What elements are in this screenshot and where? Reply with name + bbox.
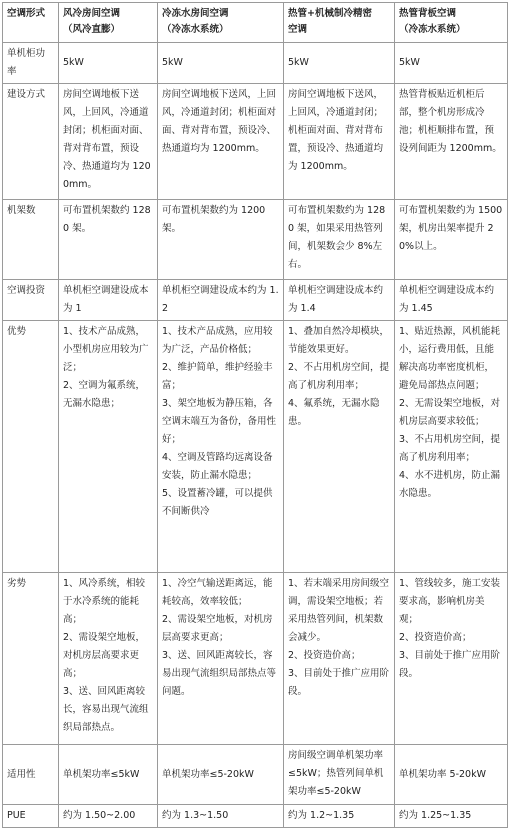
header-col-4-subtitle: （冷冻水系统） (399, 24, 466, 35)
list-item: 1、风冷系统，相较于水冷系统的能耗高； (63, 578, 146, 625)
table-cell: 房间空调地板下送风，上回风，冷通道封闭；机柜面对面、背对背布置，预设冷、热通道均为 1200mm。 (284, 84, 395, 200)
table-cell: 房间空调地板下送风，上回风，冷通道封闭；机柜面对面、背对背布置，预设冷、热通道均为 1200mm。 (59, 84, 158, 200)
table-row (3, 573, 508, 745)
header-col-3 (284, 3, 395, 43)
table-cell (59, 573, 158, 745)
header-col-3-title: 热管+机械制冷精密 (288, 8, 372, 19)
header-col-4 (395, 3, 508, 43)
table-cell (395, 321, 508, 573)
table-cell: 单机柜空调建设成本约为 1.2 (158, 280, 284, 321)
table-cell: 可布置机架数约为 1280 架，如果采用热管列间，机架数会少 8%左右。 (284, 200, 395, 280)
list-item: 2、投资造价高； (288, 650, 361, 661)
table-row (3, 43, 508, 84)
table-row (3, 745, 508, 805)
row-label: 劣势 (3, 573, 59, 745)
list-item: 3、不占用机房空间，提高了机房利用率； (399, 434, 501, 463)
list-item: 4、氟系统，无漏水隐患。 (288, 398, 380, 427)
table-cell: 单机柜空调建设成本约为 1.45 (395, 280, 508, 321)
table-cell: 约为 1.50~2.00 (59, 805, 158, 828)
list-item: 2、空调为氟系统，无漏水隐患； (63, 380, 146, 409)
list-item: 3、目前处于推广应用阶段。 (288, 668, 390, 697)
table-row (3, 200, 508, 280)
table-cell (395, 573, 508, 745)
list-item: 3、送、回风距离较长，容易出现气流组织局部热点。 (63, 686, 149, 733)
list-item: 1、冷空气输送距离远，能耗较高，效率较低； (162, 578, 273, 607)
table-row (3, 84, 508, 200)
header-label: 空调形式 (3, 3, 59, 43)
row-label: 单机柜功率 (3, 43, 59, 84)
table-cell (59, 321, 158, 573)
header-col-4-title: 热管背板空调 (399, 8, 457, 19)
list-item: 2、投资造价高； (399, 632, 472, 643)
list-item: 3、架空地板为静压箱，各空调末端互为备份，备用性好； (162, 398, 277, 445)
table-cell: 5kW (395, 43, 508, 84)
table-cell (158, 321, 284, 573)
row-label: 适用性 (3, 745, 59, 805)
row-label: 机架数 (3, 200, 59, 280)
table-cell (158, 573, 284, 745)
list-item: 1、若末端采用房间级空调，需设架空地板；若采用热管列间，机架数会减少。 (288, 578, 390, 643)
table-cell: 单机架功率≤5-20kW (158, 745, 284, 805)
header-row (3, 3, 508, 43)
list-item: 2、不占用机房空间，提高了机房利用率； (288, 362, 390, 391)
list-item: 4、空调及管路均远离设备安装，防止漏水隐患； (162, 452, 273, 481)
list-item: 2、维护简单，维护经验丰富； (162, 362, 273, 391)
table-cell: 单机柜空调建设成本约为 1.4 (284, 280, 395, 321)
list-item: 1、叠加自然冷却模块，节能效果更好。 (288, 326, 390, 355)
table-cell (284, 321, 395, 573)
list-item: 1、技术产品成熟，小型机房应用较为广泛； (63, 326, 149, 373)
table-cell: 房间空调地板下送风，上回风，冷通道封闭；机柜面对面、背对背布置，预设冷、热通道均为 1200mm。 (158, 84, 284, 200)
table-cell: 5kW (284, 43, 395, 84)
header-col-3-subtitle: 空调 (288, 24, 308, 35)
list-item: 2、需设架空地板，对机房层高要求更高； (162, 614, 273, 643)
header-col-1 (59, 3, 158, 43)
list-item: 1、管线较多，施工安装要求高，影响机房美观； (399, 578, 501, 625)
header-col-2 (158, 3, 284, 43)
row-label: PUE (3, 805, 59, 828)
list-item: 3、送、回风距离较长，容易出现气流组织局部热点等问题。 (162, 650, 277, 697)
header-col-2-title: 冷冻水房间空调 (162, 8, 229, 19)
list-item: 5、设置蓄冷罐，可以提供不间断供冷 (162, 488, 273, 517)
row-label: 空调投资 (3, 280, 59, 321)
list-item: 1、贴近热源，风机能耗小，运行费用低，且能解决高功率密度机柜，避免局部热点问题； (399, 326, 501, 391)
table-cell: 可布置机架数约 1280 架。 (59, 200, 158, 280)
header-col-1-subtitle: （风冷直膨） (63, 24, 121, 35)
list-item: 2、无需设架空地板，对机房层高要求较低； (399, 398, 501, 427)
table-row (3, 321, 508, 573)
table-cell (284, 573, 395, 745)
table-cell: 5kW (59, 43, 158, 84)
list-item: 4、水不进机房，防止漏水隐患。 (399, 470, 501, 499)
table-cell: 房间级空调单机架功率≤5kW；热管列间单机架功率≤5-20kW (284, 745, 395, 805)
table-row (3, 280, 508, 321)
table-cell: 单机架功率≤5kW (59, 745, 158, 805)
table-cell: 5kW (158, 43, 284, 84)
table-cell: 约为 1.25~1.35 (395, 805, 508, 828)
table-cell: 单机架功率 5-20kW (395, 745, 508, 805)
table-cell: 约为 1.2~1.35 (284, 805, 395, 828)
table-cell: 热管背板贴近机柜后部，整个机房形成冷池；机柜顺排布置，预设列间距为 1200mm。 (395, 84, 508, 200)
list-item: 3、目前处于推广应用阶段。 (399, 650, 501, 679)
table-cell: 可布置机架数约为 1200 架。 (158, 200, 284, 280)
comparison-table (2, 2, 508, 828)
header-col-2-subtitle: （冷冻水系统） (162, 24, 229, 35)
table-cell: 可布置机架数约为 1500 架，机房出架率提升 20%以上。 (395, 200, 508, 280)
list-item: 2、需设架空地板，对机房层高要求更高； (63, 632, 146, 679)
table-cell: 单机柜空调建设成本为 1 (59, 280, 158, 321)
document-page (0, 2, 509, 827)
table-cell: 约为 1.3~1.50 (158, 805, 284, 828)
table-row (3, 805, 508, 828)
header-col-1-title: 风冷房间空调 (63, 8, 121, 19)
row-label: 建设方式 (3, 84, 59, 200)
list-item: 1、技术产品成熟，应用较为广泛，产品价格低； (162, 326, 273, 355)
row-label: 优势 (3, 321, 59, 573)
